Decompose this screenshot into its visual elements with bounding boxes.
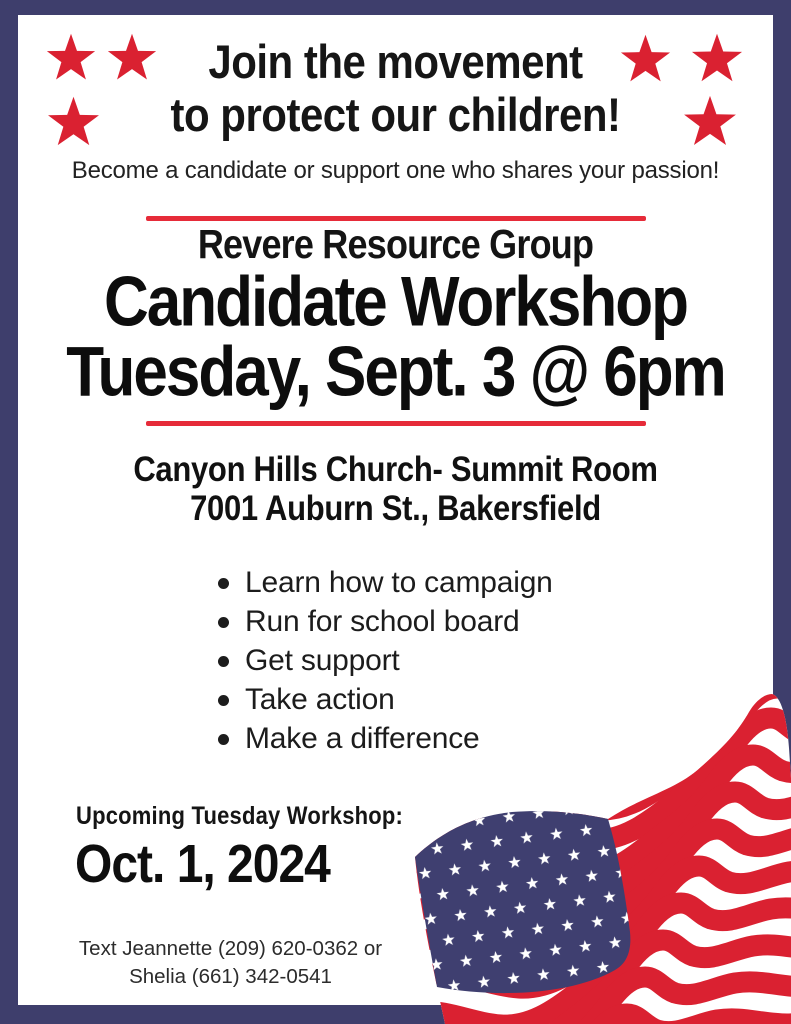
headline-line1: Join the movement (208, 35, 583, 89)
list-item: Run for school board (212, 602, 553, 641)
list-item: Learn how to campaign (212, 563, 553, 602)
us-flag-icon (391, 668, 791, 1024)
event-title: Candidate Workshop (104, 263, 687, 342)
org-name: Revere Resource Group (197, 220, 594, 268)
list-item: Take action (212, 680, 553, 719)
contact-info (68, 935, 393, 991)
list-item: Get support (212, 641, 553, 680)
venue-line1: Canyon Hills Church- Summit Room (133, 449, 658, 489)
upcoming-date: Oct. 1, 2024 (75, 834, 330, 895)
flag-canton (415, 811, 630, 993)
list-item: Make a difference (212, 719, 553, 758)
event-datetime: Tuesday, Sept. 3 @ 6pm (66, 333, 725, 412)
subtitle: Become a candidate or support one who shares your passion! (71, 157, 720, 184)
contact-line2: Shelia (661) 342-0541 (129, 965, 332, 988)
headline-line2: to protect our children! (170, 88, 621, 142)
upcoming-label: Upcoming Tuesday Workshop: (76, 801, 404, 830)
headline (0, 33, 791, 142)
contact-line1: Text Jeannette (209) 620-0362 or (78, 937, 383, 960)
divider-rule-bottom (146, 421, 646, 426)
venue-line2: 7001 Auburn St., Bakersfield (190, 488, 601, 528)
flag-stars (415, 811, 630, 993)
venue (0, 448, 791, 526)
